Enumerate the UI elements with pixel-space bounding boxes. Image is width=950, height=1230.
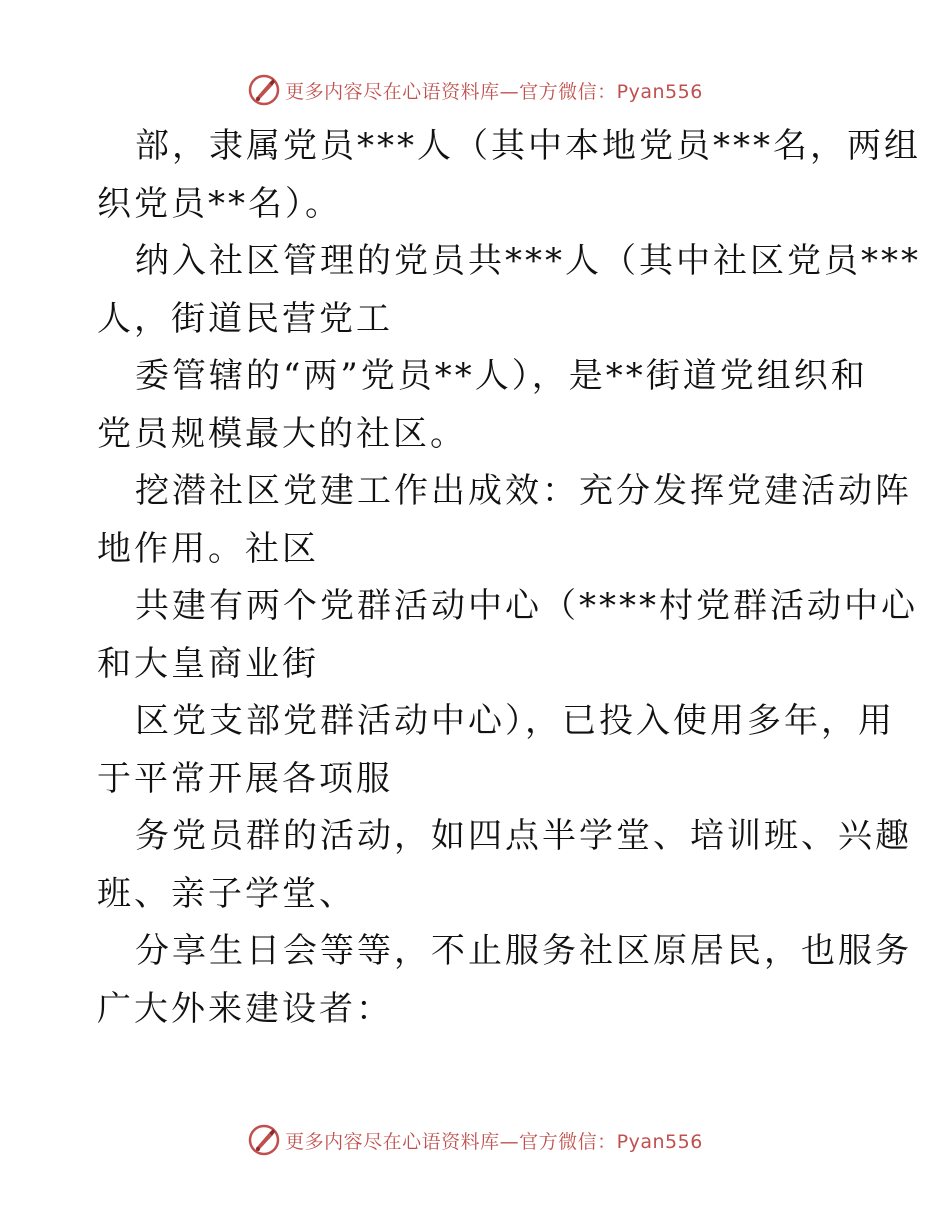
- paragraph-line: 挖潜社区党建工作出成效：充分发挥党建活动阵: [135, 471, 912, 511]
- paragraph-line: 纳入社区管理的党员共***人（其中社区党员***: [135, 241, 921, 281]
- watermark-wechat-id: Pyan556: [616, 1130, 703, 1153]
- paragraph-line: 党员规模最大的社区。: [97, 413, 467, 454]
- paragraph-line: 共建有两个党群活动中心（****村党群活动中心: [135, 586, 918, 626]
- paragraph-line: 班、亲子学堂、: [97, 873, 356, 914]
- header-watermark: [0, 70, 950, 110]
- watermark-label: 更多内容尽在心语资料库—官方微信：: [285, 80, 617, 103]
- paragraph-line: 分享生日会等等，不止服务社区原居民，也服务: [135, 931, 912, 971]
- document-body: [97, 118, 921, 1038]
- paragraph-line: 于平常开展各项服: [97, 758, 393, 799]
- paragraph-line: 地作用。社区: [97, 528, 319, 569]
- paragraph-line: 织党员**名）。: [97, 183, 342, 224]
- paragraph-line: 部，隶属党员***人（其中本地党员***名，两组: [135, 126, 921, 166]
- watermark-text: [285, 77, 703, 104]
- paragraph-line: 委管辖的“两”党员**人），是**街道党组织和: [135, 356, 868, 396]
- watermark-label: 更多内容尽在心语资料库—官方微信：: [285, 1130, 617, 1153]
- footer-watermark: [0, 1120, 950, 1160]
- paragraph-line: 和大皇商业街: [97, 643, 319, 684]
- paragraph-line: 务党员群的活动，如四点半学堂、培训班、兴趣: [135, 816, 912, 856]
- paragraph-line: 广大外来建设者：: [97, 988, 393, 1029]
- watermark-wechat-id: Pyan556: [616, 80, 703, 103]
- paragraph-line: 人，街道民营党工: [97, 298, 393, 339]
- watermark-text: [285, 1127, 703, 1154]
- pen-circle-logo-icon: [247, 1123, 281, 1157]
- paragraph-line: 区党支部党群活动中心），已投入使用多年，用: [135, 701, 895, 741]
- pen-circle-logo-icon: [247, 73, 281, 107]
